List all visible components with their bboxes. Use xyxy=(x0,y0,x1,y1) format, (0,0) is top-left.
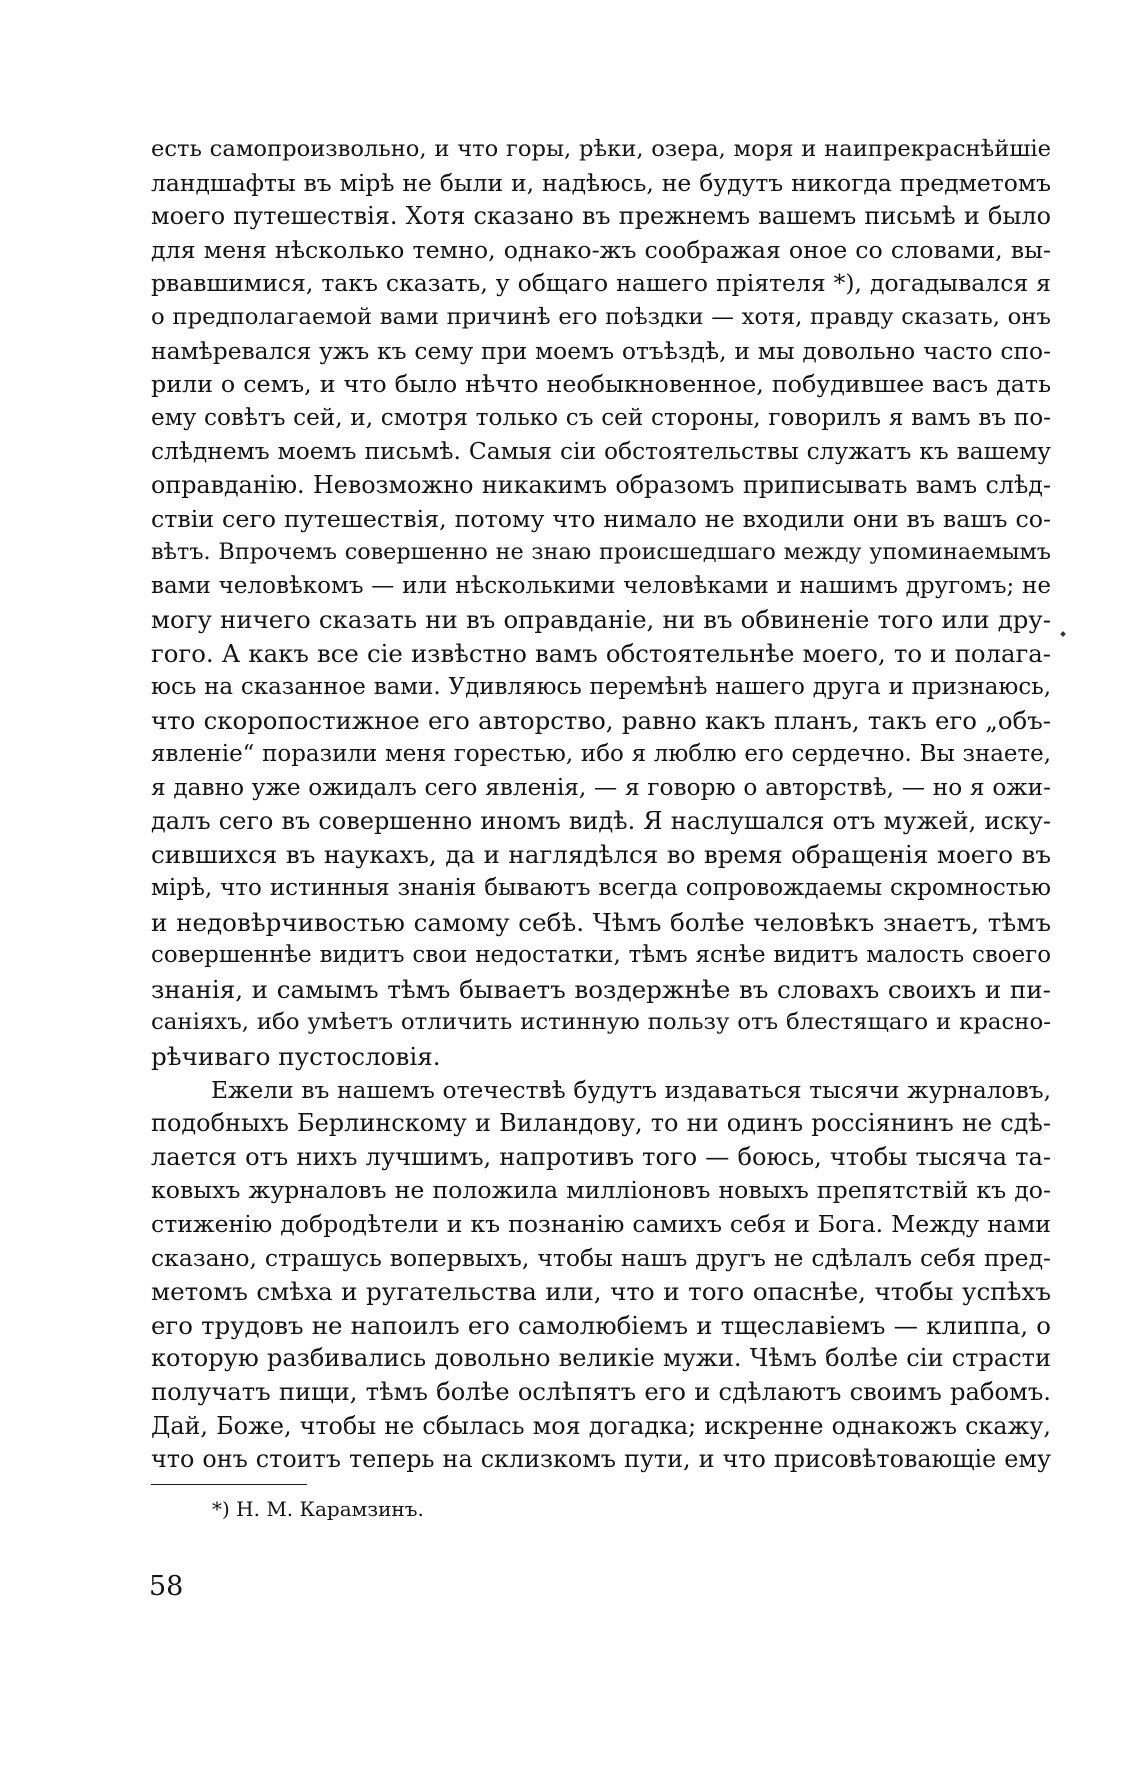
text-line: Ежели въ нашемъ отечествѣ будутъ издаваться тысячи журналовъ, xyxy=(211,1075,1051,1104)
margin-mark xyxy=(1060,631,1066,637)
text-line: для меня нѣсколько темно, однако-жъ соображая оное со словами, вы- xyxy=(151,235,1051,264)
footnote: *) Н. М. Карамзинъ. xyxy=(212,1497,424,1521)
text-line: о предполагаемой вами причинѣ его поѣздки — хотя, правду сказать, онъ xyxy=(151,303,1051,330)
text-line: намѣревался ужъ къ сему при моемъ отъѣздѣ, и мы довольно часто спо- xyxy=(151,336,1051,365)
text-line: ствіи сего путешествія, потому что нимало не входили они въ вашъ со- xyxy=(151,504,1051,533)
text-line: юсь на сказанное вами. Удивляюсь перемѣнѣ нашего друга и признаюсь, xyxy=(151,673,1051,700)
text-line: саніяхъ, ибо умѣетъ отличить истинную пользу отъ блестящаго и красно- xyxy=(151,1009,1051,1036)
footnote-divider xyxy=(151,1484,307,1485)
page-number: 58 xyxy=(149,1571,184,1602)
body-text xyxy=(151,133,1051,1477)
text-line: и недовѣрчивостью самому себѣ. Чѣмъ болѣе человѣкъ знаетъ, тѣмъ xyxy=(151,907,1051,937)
paragraph-2 xyxy=(151,1074,1051,1477)
text-line: гого. А какъ все сіе извѣстно вамъ обстоятельнѣе моего, то и полага- xyxy=(151,638,1051,668)
text-line: оправданію. Невозможно никакимъ образомъ приписывать вамъ слѣд- xyxy=(151,470,1051,499)
text-line: сказано, страшусь вопервыхъ, чтобы нашъ другъ не сдѣлалъ себя пред- xyxy=(151,1243,1051,1272)
text-line: получатъ пищи, тѣмъ болѣе ослѣпятъ его и сдѣлаютъ своимъ рабомъ. xyxy=(151,1377,1051,1406)
text-line: слѣднемъ моемъ письмѣ. Самыя сіи обстоятельствы служатъ къ вашему xyxy=(151,438,1051,466)
text-line: могу ничего сказать ни въ оправданіе, ни въ обвиненіе того или дру- xyxy=(151,605,1051,635)
text-line: ковыхъ журналовъ не положила милліоновъ новыхъ препятствій къ до- xyxy=(151,1176,1051,1205)
text-line: что скоропостижное его авторство, равно какъ планъ, такъ его „объ- xyxy=(151,706,1051,736)
text-line: которую разбивались довольно великіе мужи. Чѣмъ болѣе сіи страсти xyxy=(151,1344,1051,1373)
text-line: рѣчиваго пустословія. xyxy=(151,1042,441,1072)
text-line: метомъ смѣха и ругательства или, что и того опаснѣе, чтобы успѣхъ xyxy=(151,1277,1051,1307)
text-line: лается отъ нихъ лучшимъ, напротивъ того — боюсь, чтобы тысяча та- xyxy=(151,1142,1051,1171)
text-line: его трудовъ не напоилъ его самолюбіемъ и тщеславіемъ — клиппа, о xyxy=(151,1310,1051,1340)
text-line: есть самопроизвольно, и что горы, рѣки, озера, моря и наипрекраснѣйшіе xyxy=(151,136,1051,162)
text-line: мірѣ, что истинныя знанія бываютъ всегда сопровождаемы скромностью xyxy=(151,875,1051,902)
text-line: стиженію добродѣтели и къ познанію самихъ себя и Бога. Между нами xyxy=(151,1210,1051,1238)
text-line: подобныхъ Берлинскому и Виландову, то ни одинъ россіянинъ не сдѣ- xyxy=(151,1109,1051,1138)
text-line: сившихся въ наукахъ, да и наглядѣлся во время обращенія моего въ xyxy=(151,840,1051,870)
text-line: Дай, Боже, чтобы не сбылась моя догадка; искренне однакожъ скажу, xyxy=(151,1411,1051,1440)
text-line: знанія, и самымъ тѣмъ бываетъ воздержнѣе въ словахъ своихъ и пи- xyxy=(151,974,1051,1004)
text-line: я давно уже ожидалъ сего явленія, — я говорю о авторствѣ, — но я ожи- xyxy=(151,774,1051,802)
text-line: вами человѣкомъ — или нѣсколькими человѣками и нашимъ другомъ; не xyxy=(151,572,1051,599)
paragraph-1 xyxy=(151,133,1051,1074)
text-line: явленіе“ поразили меня горестью, ибо я люблю его сердечно. Вы знаете, xyxy=(151,740,1051,767)
text-line: что онъ стоитъ теперь на склизкомъ пути, и что присовѣтовающіе ему xyxy=(151,1445,1051,1474)
text-line: рвавшимися, такъ сказать, у общаго нашего пріятеля *), догадывался я xyxy=(151,269,1051,298)
text-line: рили о семъ, и что было нѣчто необыкновенное, побудившее васъ дать xyxy=(151,370,1051,399)
text-line: далъ сего въ совершенно иномъ видѣ. Я наслушался отъ мужей, иску- xyxy=(151,806,1051,835)
text-line: вѣтъ. Впрочемъ совершенно не знаю происшедшаго между упоминаемымъ xyxy=(151,539,1051,566)
text-line: ему совѣтъ сей, и, смотря только съ сей стороны, говорилъ я вамъ въ по- xyxy=(151,404,1051,431)
text-line: совершеннѣе видитъ свои недостатки, тѣмъ яснѣе видитъ малость своего xyxy=(151,942,1051,969)
text-line: ландшафты въ мірѣ не были и, надѣюсь, не будутъ никогда предметомъ xyxy=(151,168,1051,197)
text-line: моего путешествія. Хотя сказано въ прежнемъ вашемъ письмѣ и было xyxy=(151,202,1051,231)
